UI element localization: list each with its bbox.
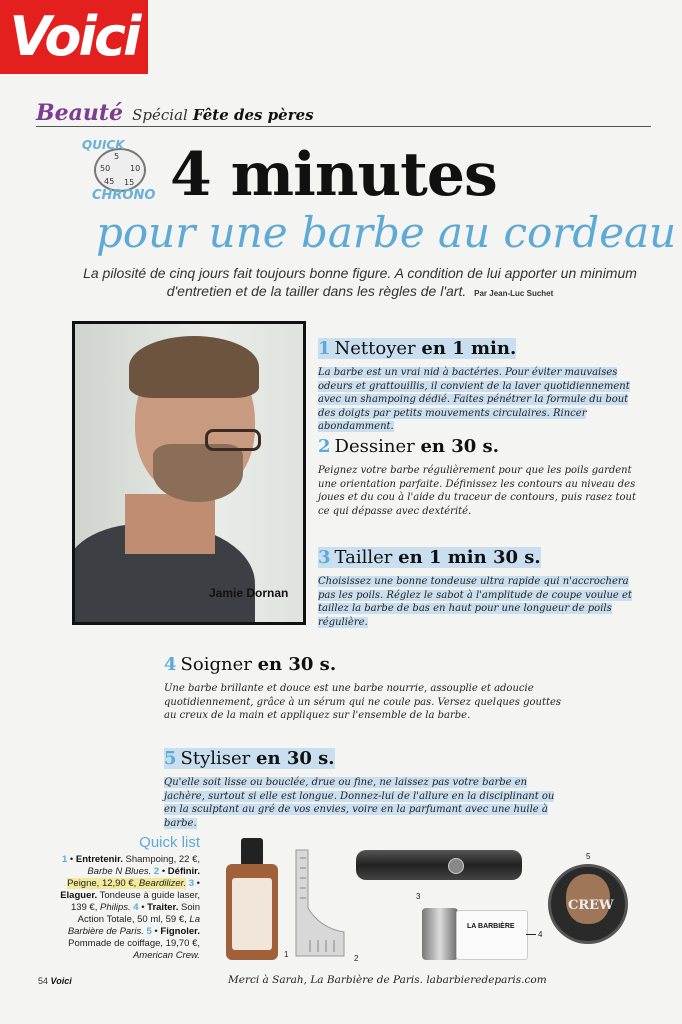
headline: 4 minutes: [170, 140, 497, 210]
page-number: 54: [38, 976, 49, 986]
step-4: [164, 654, 564, 723]
step-label: Nettoyer: [334, 338, 416, 359]
item-number: 3: [188, 878, 195, 889]
product-label: 2: [354, 954, 359, 963]
item-name: Définir.: [167, 866, 200, 877]
pomade-tin-image: [548, 864, 632, 944]
pomade-brand: CREW: [568, 898, 614, 913]
step-1: [318, 338, 648, 434]
power-button-icon: [448, 858, 464, 874]
dial-number: 10: [130, 164, 141, 173]
step-label: Tailler: [334, 547, 393, 568]
section-header: [36, 100, 651, 127]
shampoo-bottle-image: [224, 838, 282, 962]
step-number: 4: [164, 654, 177, 675]
step-label: Styliser: [180, 748, 251, 769]
page-footer: [38, 976, 72, 986]
beard-comb-image: [290, 848, 350, 958]
item-number: 1: [61, 854, 68, 865]
quicklist-item: 1 • Entretenir. Shampoing, 22 €, Barbe N Blues.: [61, 854, 200, 877]
item-brand: American Crew.: [132, 950, 200, 961]
comb-icon: [290, 848, 350, 958]
quicklist-title: Quick list: [139, 834, 200, 851]
dial-number: 50: [100, 164, 111, 173]
step-2: [318, 436, 648, 518]
item-name: Elaguer.: [60, 890, 98, 901]
item-name: Traiter.: [147, 902, 179, 913]
neck-shape: [125, 494, 215, 554]
step-3: [318, 547, 648, 629]
quicklist-item: 5 • Fignoler. Pommade de coiffage, 19,70 €, American Crew.: [68, 926, 200, 961]
item-text: Tondeuse à guide laser, 139 €,: [70, 890, 200, 913]
item-number: 2: [153, 866, 160, 877]
step-body: Choisissez une bonne tondeuse ultra rapide qui n'accrochera pas les poils. Réglez le sabot à l'amplitude de coupe voulue et taillez la barbe de bas en haut pour une longueur de poils régulière.: [318, 576, 632, 628]
glasses-shape: [205, 429, 261, 451]
item-brand: Philips.: [100, 902, 131, 913]
step-duration: en 30 s.: [256, 748, 335, 769]
special-label: Spécial: [132, 106, 188, 124]
portrait-photo: [72, 321, 306, 625]
product-label: 1: [284, 950, 289, 959]
step-duration: en 1 min.: [421, 338, 517, 359]
item-number: 5: [146, 926, 152, 937]
step-5: [164, 748, 564, 830]
chrono-bottom-label: CHRONO: [92, 188, 156, 203]
step-duration: en 30 s.: [257, 654, 337, 675]
item-brand: La Barbière de Paris.: [67, 914, 200, 937]
stopwatch-icon: [94, 148, 146, 192]
subheadline: pour une barbe au cordeau: [96, 208, 677, 257]
item-text: Peigne, 12,90 €,: [67, 878, 139, 889]
item-brand: Barbe N Blues.: [87, 866, 152, 877]
item-text: Soin Action Totale, 50 ml, 59 €,: [77, 902, 200, 925]
step-duration: en 30 s.: [420, 436, 499, 457]
footer-logo: Voici: [50, 976, 72, 986]
step-number: 1: [318, 338, 331, 359]
dial-number: 15: [124, 178, 135, 187]
theme-label: Fête des pères: [192, 106, 314, 124]
photo-caption: Jamie Dornan: [209, 586, 289, 600]
step-number: 3: [318, 547, 331, 568]
item-number: 4: [133, 902, 139, 913]
dial-number: 45: [104, 177, 115, 186]
step-duration: en 1 min 30 s.: [398, 547, 541, 568]
chrono-top-label: QUICK: [82, 138, 125, 152]
hair-shape: [129, 336, 259, 398]
step-body: Peignez votre barbe régulièrement pour que les poils gardent une orientation parfaite. Définissez les contours au niveau des joues et du cou à l'aide du traceur de contours, puis rasez tout ce qui dépasse avec dextérité.: [318, 465, 637, 517]
byline: Par Jean-Luc Suchet: [474, 289, 554, 298]
item-text: Shampoing, 22 €,: [122, 854, 200, 865]
beard-shape: [153, 444, 243, 502]
product-label: 4: [538, 930, 543, 939]
step-number: 2: [318, 436, 331, 457]
trimmer-image: [356, 844, 526, 884]
quick-chrono-badge: [82, 138, 162, 208]
step-body: La barbe est un vrai nid à bactéries. Pour éviter mauvaises odeurs et grattouillis, il convient de la laver quotidiennement avec un shampoing dédié. Faites pénétrer la formule du bout des doigts par petits mouvements circulaires. Rincer abondamment.: [318, 367, 630, 432]
item-text: Pommade de coiffage, 19,70 €,: [68, 938, 200, 949]
intro-text: La pilosité de cinq jours fait toujours bonne figure. A condition de lui apporter un minimum d'entretien et de la tailler dans les règles de l'art.: [83, 265, 637, 299]
serum-brand: LA BARBIÈRE: [467, 923, 515, 930]
quicklist-item: 4 • Traiter. Soin Action Totale, 50 ml, 59 €, La Barbière de Paris.: [67, 902, 200, 937]
leader-line: [526, 934, 536, 935]
quicklist: [60, 854, 200, 962]
quicklist-item: 3 • Elaguer. Tondeuse à guide laser, 139 €, Philips.: [60, 878, 200, 913]
item-name: Fignoler.: [160, 926, 200, 937]
item-brand: Beardilizer.: [138, 878, 187, 889]
dial-number: 5: [114, 152, 120, 161]
step-label: Dessiner: [334, 436, 415, 457]
step-body: Qu'elle soit lisse ou bouclée, drue ou fine, ne laissez pas votre barbe en jachère, surtout si elle est longue. Donnez-lui de l'allure en la disciplinant ou en la sculptant au gré de vos envies, voire en la parfumant avec une huile à barbe.: [164, 777, 555, 829]
voici-logo: Voici: [0, 0, 148, 74]
section-name: Beauté: [36, 100, 124, 126]
product-label: 3: [416, 892, 421, 901]
step-body: Une barbe brillante et douce est une barbe nourrie, assouplie et adoucie quotidiennement, grâce à un sérum qui ne coule pas. Versez quelques gouttes au creux de la main et appliquez sur l'ensemble de la barbe.: [164, 683, 562, 721]
product-label: 5: [586, 852, 591, 861]
serum-image: [422, 908, 526, 960]
item-name: Entretenir.: [75, 854, 123, 865]
credit-line: Merci à Sarah, La Barbière de Paris. labarbieredeparis.com: [228, 974, 547, 986]
quicklist-item: 2 • Définir. Peigne, 12,90 €, Beardilizer.: [67, 866, 200, 889]
step-number: 5: [164, 748, 177, 769]
intro-paragraph: [70, 264, 650, 303]
step-label: Soigner: [180, 654, 252, 675]
